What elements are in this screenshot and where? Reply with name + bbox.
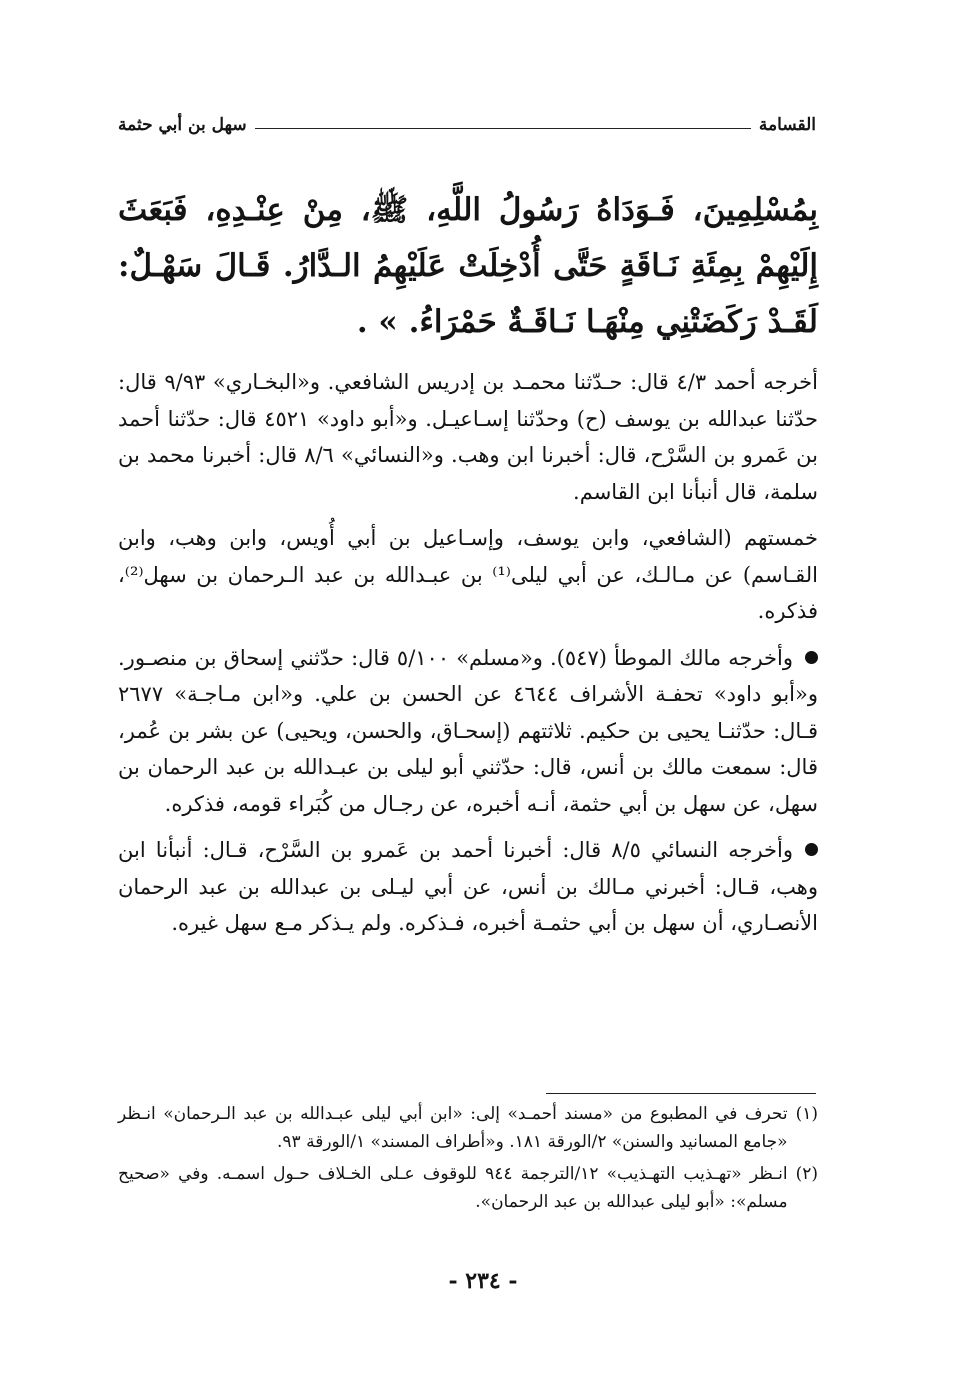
hadith-text-block — [118, 182, 818, 350]
note-paragraph — [118, 364, 818, 510]
footnote — [118, 1160, 818, 1216]
bullet-icon — [805, 843, 818, 856]
note-text: خمستهم (الشافعي، وابن يوسف، وإسـاعيل بن أبي أُويس، وابن وهب، وابن القـاسم) عن مـالـك، عن أبي ليلى⁽¹⁾ بن عبـدالله بن عبد الـرحمان بن سهل⁽²⁾، فذكره. — [118, 526, 818, 623]
note-text: وأخرجه مالك الموطأ (٥٤٧). و«مسلم» ٥/١٠٠ قال: حدّثني إسحاق بن منصـور. و«أبو داود» تحفـة الأشراف ٤٦٤٤ عن الحسن بن علي. و«ابن مـاجـة» ٢٦٧٧ قـال: حدّثنـا يحيى بن حكيم. ثلاثتهم (إسحـاق، والحسن، ويحيى) عن بشر بن عُمر، قال: سمعت مالك بن أنس، قال: حدّثني أبو ليلى بن عبـدالله بن عبد الرحمان بن سهل، عن سهل بن أبي حثمة، أنـه أخبره، عن رجـال من كُبَراء قومه، فذكره. — [118, 645, 818, 816]
footnote-text: تحرف في المطبوع من «مسند أحمـد» إلى: «ابن أبي ليلى عبـدالله بن عبد الـرحمان» انـظر «جامع المسانيد والسنن» ٢/الورقة ١٨١. و«أطراف المسند» ١/الورقة ٩٣. — [118, 1104, 788, 1152]
header-rule — [255, 128, 751, 129]
footnote — [118, 1100, 818, 1156]
note-paragraph — [118, 640, 818, 823]
footnote-number: (١) — [795, 1104, 818, 1124]
note-text: وأخرجه النسائي ٨/٥ قال: أخبرنا أحمد بن عَمرو بن السَّرْح، قـال: أنبأنا ابن وهب، قـال: أخبرني مـالك بن أنس، عن أبي ليـلى بن عبدالله بن عبد الرحمان الأنصـاري، أن سهل بن أبي حثمـة أخبره، فـذكره. ولم يـذكر مـع سهل غيره. — [118, 838, 818, 935]
bullet-icon — [805, 651, 818, 664]
footnote-number: (٢) — [795, 1164, 818, 1184]
note-paragraph — [118, 832, 818, 942]
footnotes — [118, 1100, 818, 1220]
footnote-text: انـظر «تهـذيب التهـذيب» ١٢/الترجمة ٩٤٤ للوقوف عـلى الخـلاف حـول اسمـه. وفي «صحيح مسلم»: «أبو ليلى عبدالله بن عبد الرحمان». — [118, 1164, 788, 1212]
hadith-text: بِمُسْلِمِينَ، فَـوَدَاهُ رَسُولُ اللَّهِ، ﷺ، مِنْ عِنْـدِهِ، فَبَعَثَ إِلَيْهِمْ بِمِئَةِ نَـاقَةٍ حَتَّى أُدْخِلَتْ عَلَيْهِمُ الـدَّارُ. قَـالَ سَهْـلٌ: لَقَـدْ رَكَضَتْنِي مِنْهَـا نَـاقَـةٌ حَمْرَاءُ. » . — [118, 192, 818, 340]
footnote-separator — [546, 1093, 816, 1094]
note-paragraph — [118, 520, 818, 630]
page-number: - ٢٣٤ - — [448, 1268, 518, 1294]
header-title: سهل بن أبي حثمة — [118, 115, 247, 135]
running-header — [118, 110, 816, 140]
takhrij-notes — [118, 364, 818, 952]
note-text: أخرجه أحمد ٤/٣ قال: حـدّثنا محمـد بن إدريس الشافعي. و«البخـاري» ٩/٩٣ قال: حدّثنا عبدالله بن يوسف (ح) وحدّثنا إسـاعيـل. و«أبو داود» ٤٥٢١ قال: حدّثنا أحمد بن عَمرو بن السَّرْح، قال: أخبرنا ابن وهب. و«النسائي» ٨/٦ قال: أخبرنا محمد بن سلمة، قال أنبأنا ابن القاسم. — [118, 370, 818, 504]
header-chapter: القسامة — [758, 115, 816, 135]
